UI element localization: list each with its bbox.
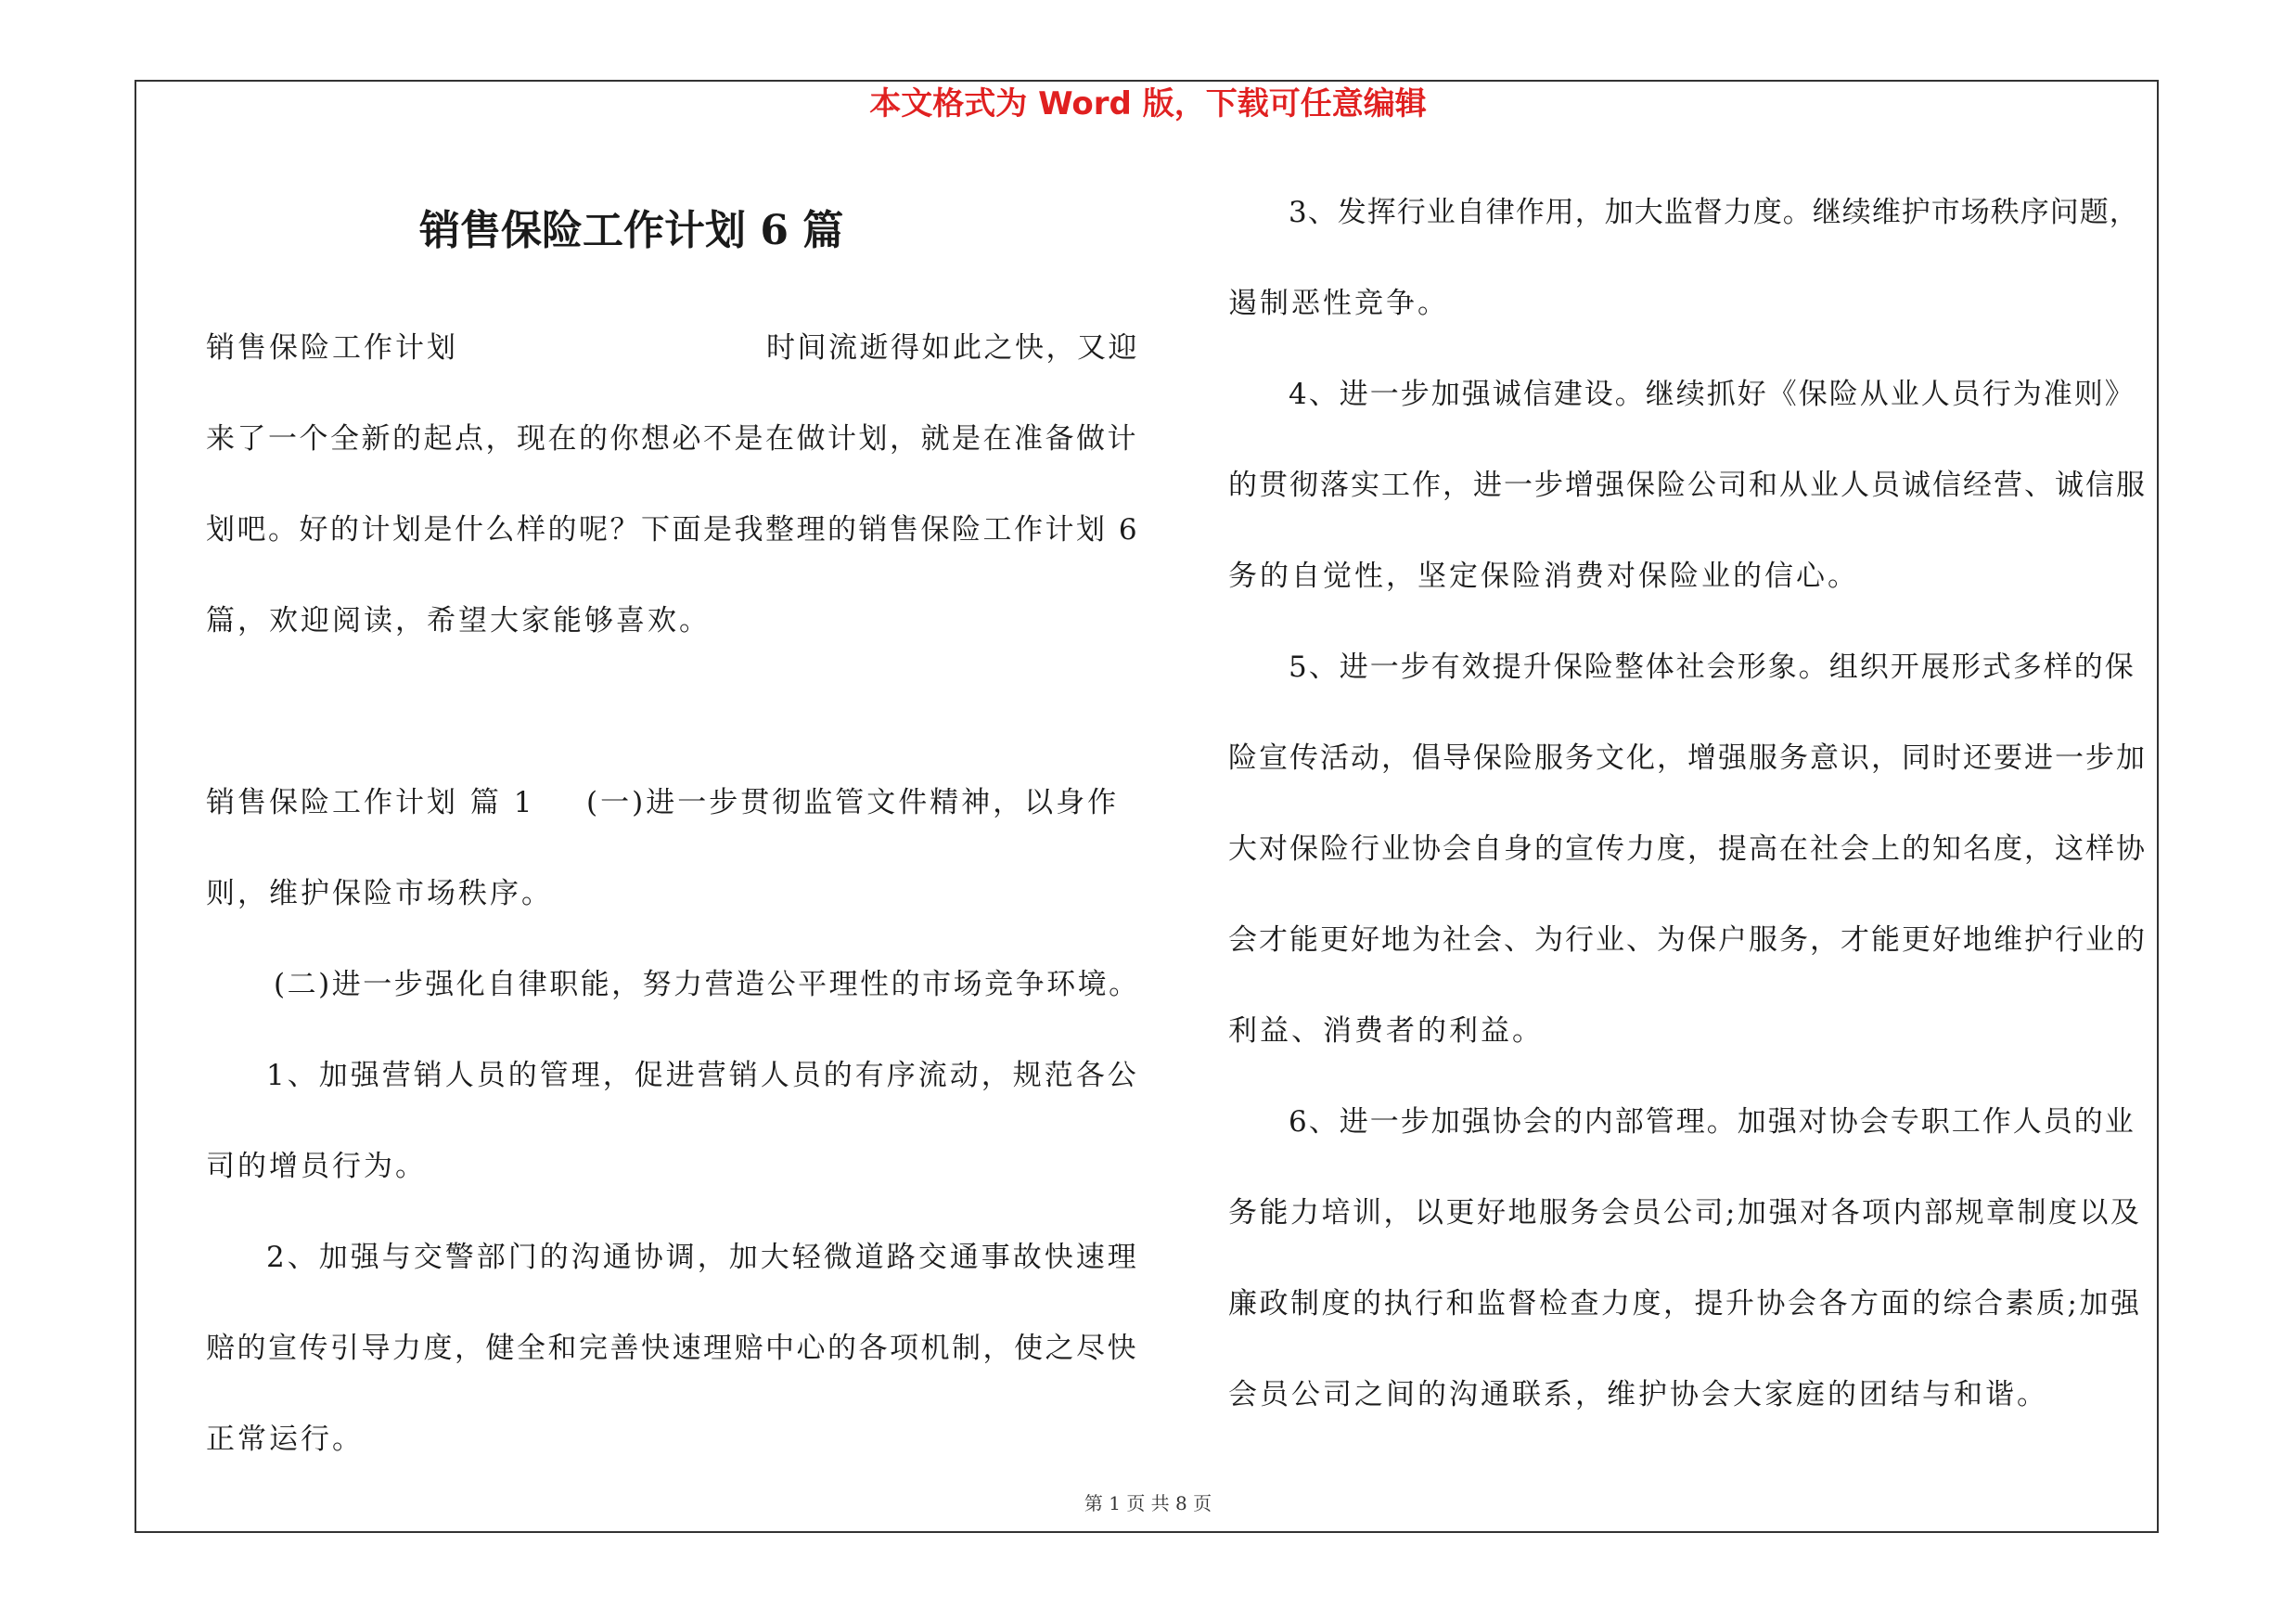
intro-line: 时间流逝得如此之快，又迎	[766, 331, 1139, 365]
right-line: 会才能更好地为社会、为行业、为保户服务，才能更好地维护行业的	[1228, 923, 2147, 957]
right-line: 遏制恶性竞争。	[1228, 287, 1449, 320]
right-line: 务能力培训，以更好地服务会员公司;加强对各项内部规章制度以及	[1228, 1196, 2142, 1230]
document-title: 销售保险工作计划 6 篇	[419, 207, 844, 254]
page-number: 第 1 页 共 8 页	[1084, 1492, 1212, 1514]
right-line: 3、发挥行业自律作用，加大监督力度。继续维护市场秩序问题，	[1289, 196, 2139, 229]
intro-line: 划吧。好的计划是什么样的呢？下面是我整理的销售保险工作计划 6	[206, 513, 1140, 547]
right-line: 6、进一步加强协会的内部管理。加强对协会专职工作人员的业	[1289, 1105, 2136, 1139]
right-line: 会员公司之间的沟通联系，维护协会大家庭的团结与和谐。	[1228, 1378, 2048, 1411]
section-line: 2、加强与交警部门的沟通协调，加大轻微道路交通事故快速理	[266, 1241, 1139, 1274]
intro-line: 篇，欢迎阅读，希望大家能够喜欢。	[206, 604, 711, 638]
right-line: 4、进一步加强诚信建设。继续抓好《保险从业人员行为准则》	[1289, 378, 2136, 411]
section-label: 销售保险工作计划 篇 1	[206, 786, 535, 819]
right-line: 5、进一步有效提升保险整体社会形象。组织开展形式多样的保	[1289, 650, 2136, 684]
section-line: 则，维护保险市场秩序。	[206, 877, 553, 910]
section-line: 司的增员行为。	[206, 1150, 427, 1183]
right-line: 务的自觉性，坚定保险消费对保险业的信心。	[1228, 560, 1859, 593]
intro-label: 销售保险工作计划	[206, 331, 458, 365]
section-line: 赔的宣传引导力度，健全和完善快速理赔中心的各项机制，使之尽快	[206, 1332, 1138, 1365]
right-line: 险宣传活动，倡导保险服务文化，增强服务意识，同时还要进一步加	[1228, 741, 2147, 775]
right-line: 大对保险行业协会自身的宣传力度，提高在社会上的知名度，这样协	[1228, 832, 2147, 866]
section-line: 1、加强营销人员的管理，促进营销人员的有序流动，规范各公	[266, 1059, 1139, 1092]
section-line: (一)进一步贯彻监管文件精神，以身作	[586, 786, 1120, 819]
intro-line: 来了一个全新的起点，现在的你想必不是在做计划，就是在准备做计	[206, 422, 1138, 456]
right-line: 的贯彻落实工作，进一步增强保险公司和从业人员诚信经营、诚信服	[1228, 469, 2147, 502]
right-line: 利益、消费者的利益。	[1228, 1014, 1544, 1048]
right-line: 廉政制度的执行和监督检查力度，提升协会各方面的综合素质;加强	[1228, 1287, 2142, 1320]
format-banner: 本文格式为 Word 版，下载可任意编辑	[869, 85, 1427, 122]
section-line: (二)进一步强化自律职能，努力营造公平理性的市场竞争环境。	[274, 968, 1140, 1001]
section-line: 正常运行。	[206, 1423, 364, 1456]
